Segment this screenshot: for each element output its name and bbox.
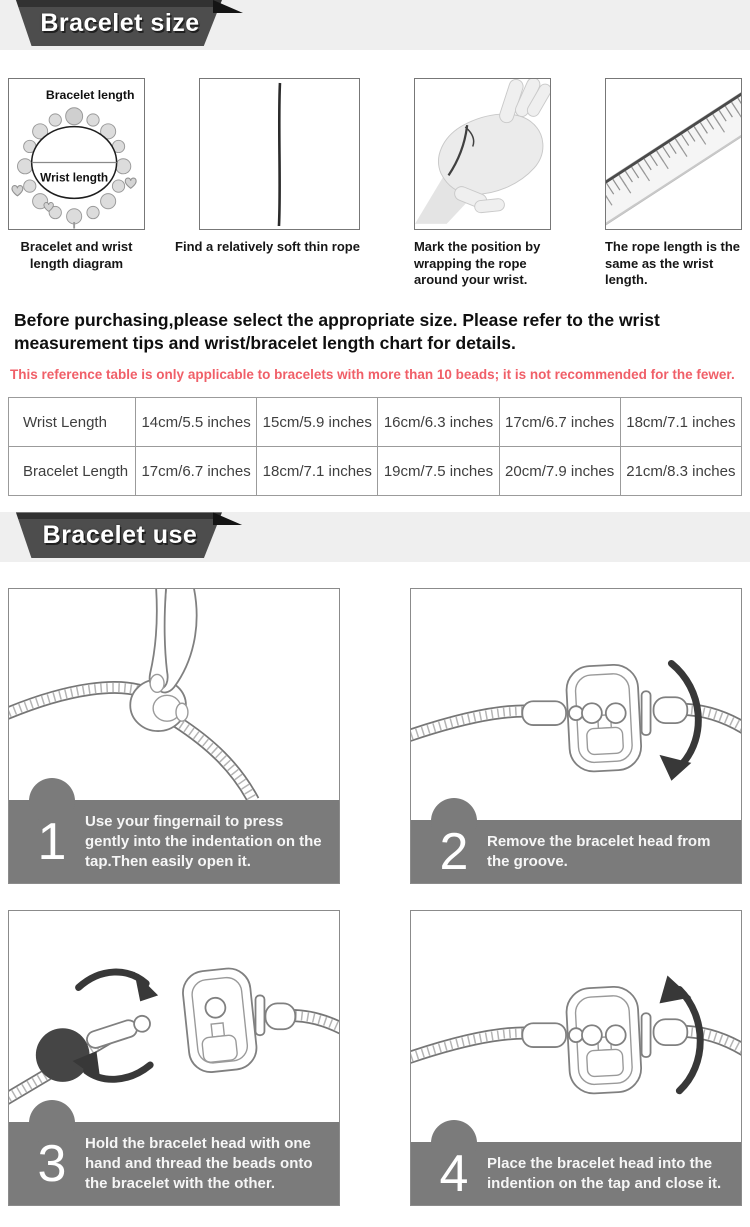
step2-caption-band [411, 820, 741, 884]
hand-wrapping-illustration [415, 79, 550, 229]
ruler-image [605, 78, 742, 230]
step-text: Use your fingernail to press gently into the indentation on the tap.Then easily open it. [85, 813, 322, 870]
wrist-length-label: Wrist length [40, 170, 109, 185]
figure-caption: Find a relatively soft thin rope [175, 239, 360, 254]
table-cell: 17cm/6.7 inches [499, 398, 620, 447]
wrist-wrap-image [414, 78, 551, 230]
table-cell: 18cm/7.1 inches [257, 447, 378, 496]
step3-caption-band [9, 1122, 339, 1205]
table-cell: 21cm/8.3 inches [620, 447, 741, 496]
table-row-wrist [9, 398, 742, 447]
step-number: 2 [439, 822, 469, 881]
size-header-strip [0, 0, 750, 50]
rope-image [199, 78, 360, 230]
table-cell: 14cm/5.5 inches [136, 398, 257, 447]
table-row-bracelet [9, 447, 742, 496]
use-banner [8, 512, 248, 558]
step3-illustration [9, 911, 339, 1122]
row-header: Bracelet Length [9, 447, 136, 496]
step-panel-4 [410, 910, 742, 1206]
step2-illustration [411, 589, 741, 819]
step-panel-1 [8, 588, 340, 884]
row-header: Wrist Length [9, 398, 136, 447]
step-panel-2 [410, 588, 742, 884]
rope-illustration [200, 79, 359, 229]
step-number: 3 [37, 1134, 67, 1193]
step1-caption-band [9, 800, 339, 883]
bracelet-length-label: Bracelet length [45, 88, 135, 103]
press-clasp-illustration [9, 589, 339, 800]
ribbon-fold-icon [213, 0, 243, 13]
figure-ruler [605, 78, 742, 289]
figure-bracelet-diagram [8, 78, 145, 289]
table-cell: 16cm/6.3 inches [378, 398, 499, 447]
close-clasp-illustration [411, 911, 741, 1141]
figure-caption: The rope length is the same as the wrist length. [604, 239, 741, 288]
size-banner-title: Bracelet size [40, 9, 200, 37]
step-text: Remove the bracelet head from the groove. [487, 832, 711, 870]
step-panel-3 [8, 910, 340, 1206]
table-cell: 19cm/7.5 inches [378, 447, 499, 496]
bracelet-diagram-image [8, 78, 145, 230]
figure-caption: Mark the position by wrapping the rope around your wrist. [413, 239, 541, 288]
usage-steps [0, 588, 750, 1227]
table-cell: 17cm/6.7 inches [136, 447, 257, 496]
remove-head-illustration [411, 589, 741, 819]
step1-illustration [9, 589, 339, 800]
clasp-icon [181, 967, 259, 1075]
measurement-figures [0, 78, 750, 289]
ribbon-fold-icon [213, 512, 243, 525]
figure-rope [175, 78, 360, 289]
figure-caption: Bracelet and wrist length diagram [20, 239, 133, 271]
figure-wrist-wrap [414, 78, 551, 289]
use-banner-title: Bracelet use [42, 521, 198, 550]
table-cell: 20cm/7.9 inches [499, 447, 620, 496]
step4-caption-band [411, 1142, 741, 1206]
pin-icon [85, 1014, 153, 1050]
step-number: 1 [37, 812, 67, 871]
finger-icon [150, 589, 197, 693]
step4-illustration [411, 911, 741, 1141]
use-header-strip [0, 512, 750, 562]
table-cell: 18cm/7.1 inches [620, 398, 741, 447]
bead-icon [36, 1029, 90, 1083]
bracelet-illustration [9, 79, 144, 229]
size-warning-note: This reference table is only applicable to bracelets with more than 10 beads; it is not recommended for the fewer. [10, 367, 735, 383]
table-cell: 15cm/5.9 inches [257, 398, 378, 447]
thread-beads-illustration [9, 911, 339, 1122]
size-table [8, 397, 742, 496]
step-number: 4 [439, 1144, 469, 1203]
step-text: Hold the bracelet head with one hand and thread the beads onto the bracelet with the other. [85, 1135, 313, 1192]
ruler-illustration [606, 79, 741, 229]
size-banner [8, 0, 248, 46]
size-intro-text: Before purchasing,please select the appropriate size. Please refer to the wrist measurement tips and wrist/bracelet length chart for details. [14, 309, 660, 354]
step-text: Place the bracelet head into the indention on the tap and close it. [487, 1154, 722, 1192]
